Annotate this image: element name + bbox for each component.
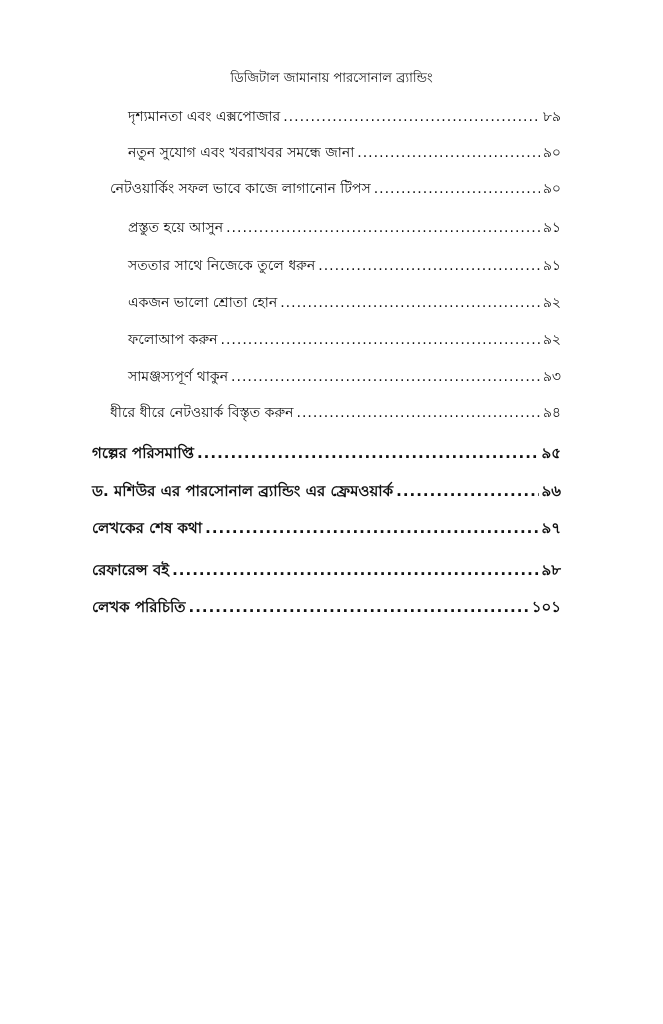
toc-entry-page: ৯৩ — [542, 369, 561, 385]
toc-entry[interactable] — [92, 557, 561, 583]
toc-entry[interactable] — [128, 290, 561, 316]
toc-entry[interactable] — [128, 364, 561, 390]
toc-entry-title: ফলোআপ করুন — [128, 332, 218, 348]
toc-entry-page: ৯১ — [542, 220, 561, 236]
toc-entry[interactable] — [110, 176, 561, 202]
toc-entry-title: একজন ভালো শ্রোতা হোন — [128, 295, 278, 311]
toc-entry-title: রেফারেন্স বই — [92, 561, 170, 579]
dot-leader — [226, 215, 540, 241]
toc-entry[interactable] — [110, 400, 561, 426]
toc-entry[interactable] — [128, 104, 561, 130]
dot-leader — [283, 104, 540, 130]
dot-leader — [374, 176, 540, 202]
dot-leader — [197, 440, 539, 466]
toc-entry-page: ৯৫ — [541, 444, 561, 462]
toc-entry-title: লেখকের শেষ কথা — [92, 519, 203, 537]
toc-entry-title: লেখক পরিচিতি — [92, 598, 186, 616]
dot-leader — [297, 400, 540, 426]
toc-entry[interactable] — [128, 253, 561, 279]
toc-entry-page: ৯৬ — [541, 482, 561, 500]
toc-entry-title: নতুন সুযোগ এবং খবরাখবর সমন্ধে জানা — [128, 145, 355, 161]
toc-entry-page: ৯৪ — [542, 405, 561, 421]
toc-entry[interactable] — [92, 515, 561, 541]
toc-entry-page: ৯২ — [542, 295, 561, 311]
dot-leader — [357, 140, 540, 166]
toc-entry[interactable] — [128, 215, 561, 241]
toc-entry[interactable] — [128, 140, 561, 166]
dot-leader — [205, 515, 538, 541]
toc-entry-title: ড. মশিউর এর পারসোনাল ব্র্যান্ডিং এর ফ্রেমওয়ার্ক — [92, 482, 394, 500]
toc-entry[interactable] — [92, 594, 561, 620]
toc-entry-page: ৯০ — [542, 181, 561, 197]
toc-entry-title: সততার সাথে নিজেকে তুলে ধরুন — [128, 258, 316, 274]
toc-entry-title: দৃশ্যমানতা এবং এক্সপোজার — [128, 109, 281, 125]
toc-entry[interactable] — [92, 440, 561, 466]
running-head: ডিজিটাল জামানায় পারসোনাল ব্র্যান্ডিং — [230, 71, 433, 86]
toc-entry-title: গল্পের পরিসমাপ্তি — [92, 444, 194, 462]
toc-entry-page: ১০১ — [531, 598, 561, 616]
toc-entry-page: ৮৯ — [542, 109, 561, 125]
dot-leader — [280, 290, 540, 316]
toc-entry-title: নেটওয়ার্কিং সফল ভাবে কাজে লাগানোন টিপস — [110, 181, 371, 197]
toc-entry[interactable] — [92, 478, 561, 504]
dot-leader — [318, 253, 540, 279]
dot-leader — [231, 364, 540, 390]
toc-entry[interactable] — [128, 327, 561, 353]
dot-leader — [396, 478, 538, 504]
dot-leader — [189, 594, 529, 620]
toc-entry-page: ৯৮ — [541, 561, 561, 579]
toc-entry-title: ধীরে ধীরে নেটওয়ার্ক বিস্তৃত করুন — [110, 405, 294, 421]
toc-entry-page: ৯০ — [542, 145, 561, 161]
toc-entry-page: ৯১ — [542, 258, 561, 274]
dot-leader — [172, 557, 538, 583]
toc-entry-page: ৯২ — [542, 332, 561, 348]
toc-entry-title: প্রস্তুত হয়ে আসুন — [128, 220, 224, 236]
dot-leader — [221, 327, 540, 353]
toc-entry-title: সামঞ্জস্যপূর্ণ থাকুন — [128, 369, 229, 385]
toc-entry-page: ৯৭ — [541, 519, 561, 537]
